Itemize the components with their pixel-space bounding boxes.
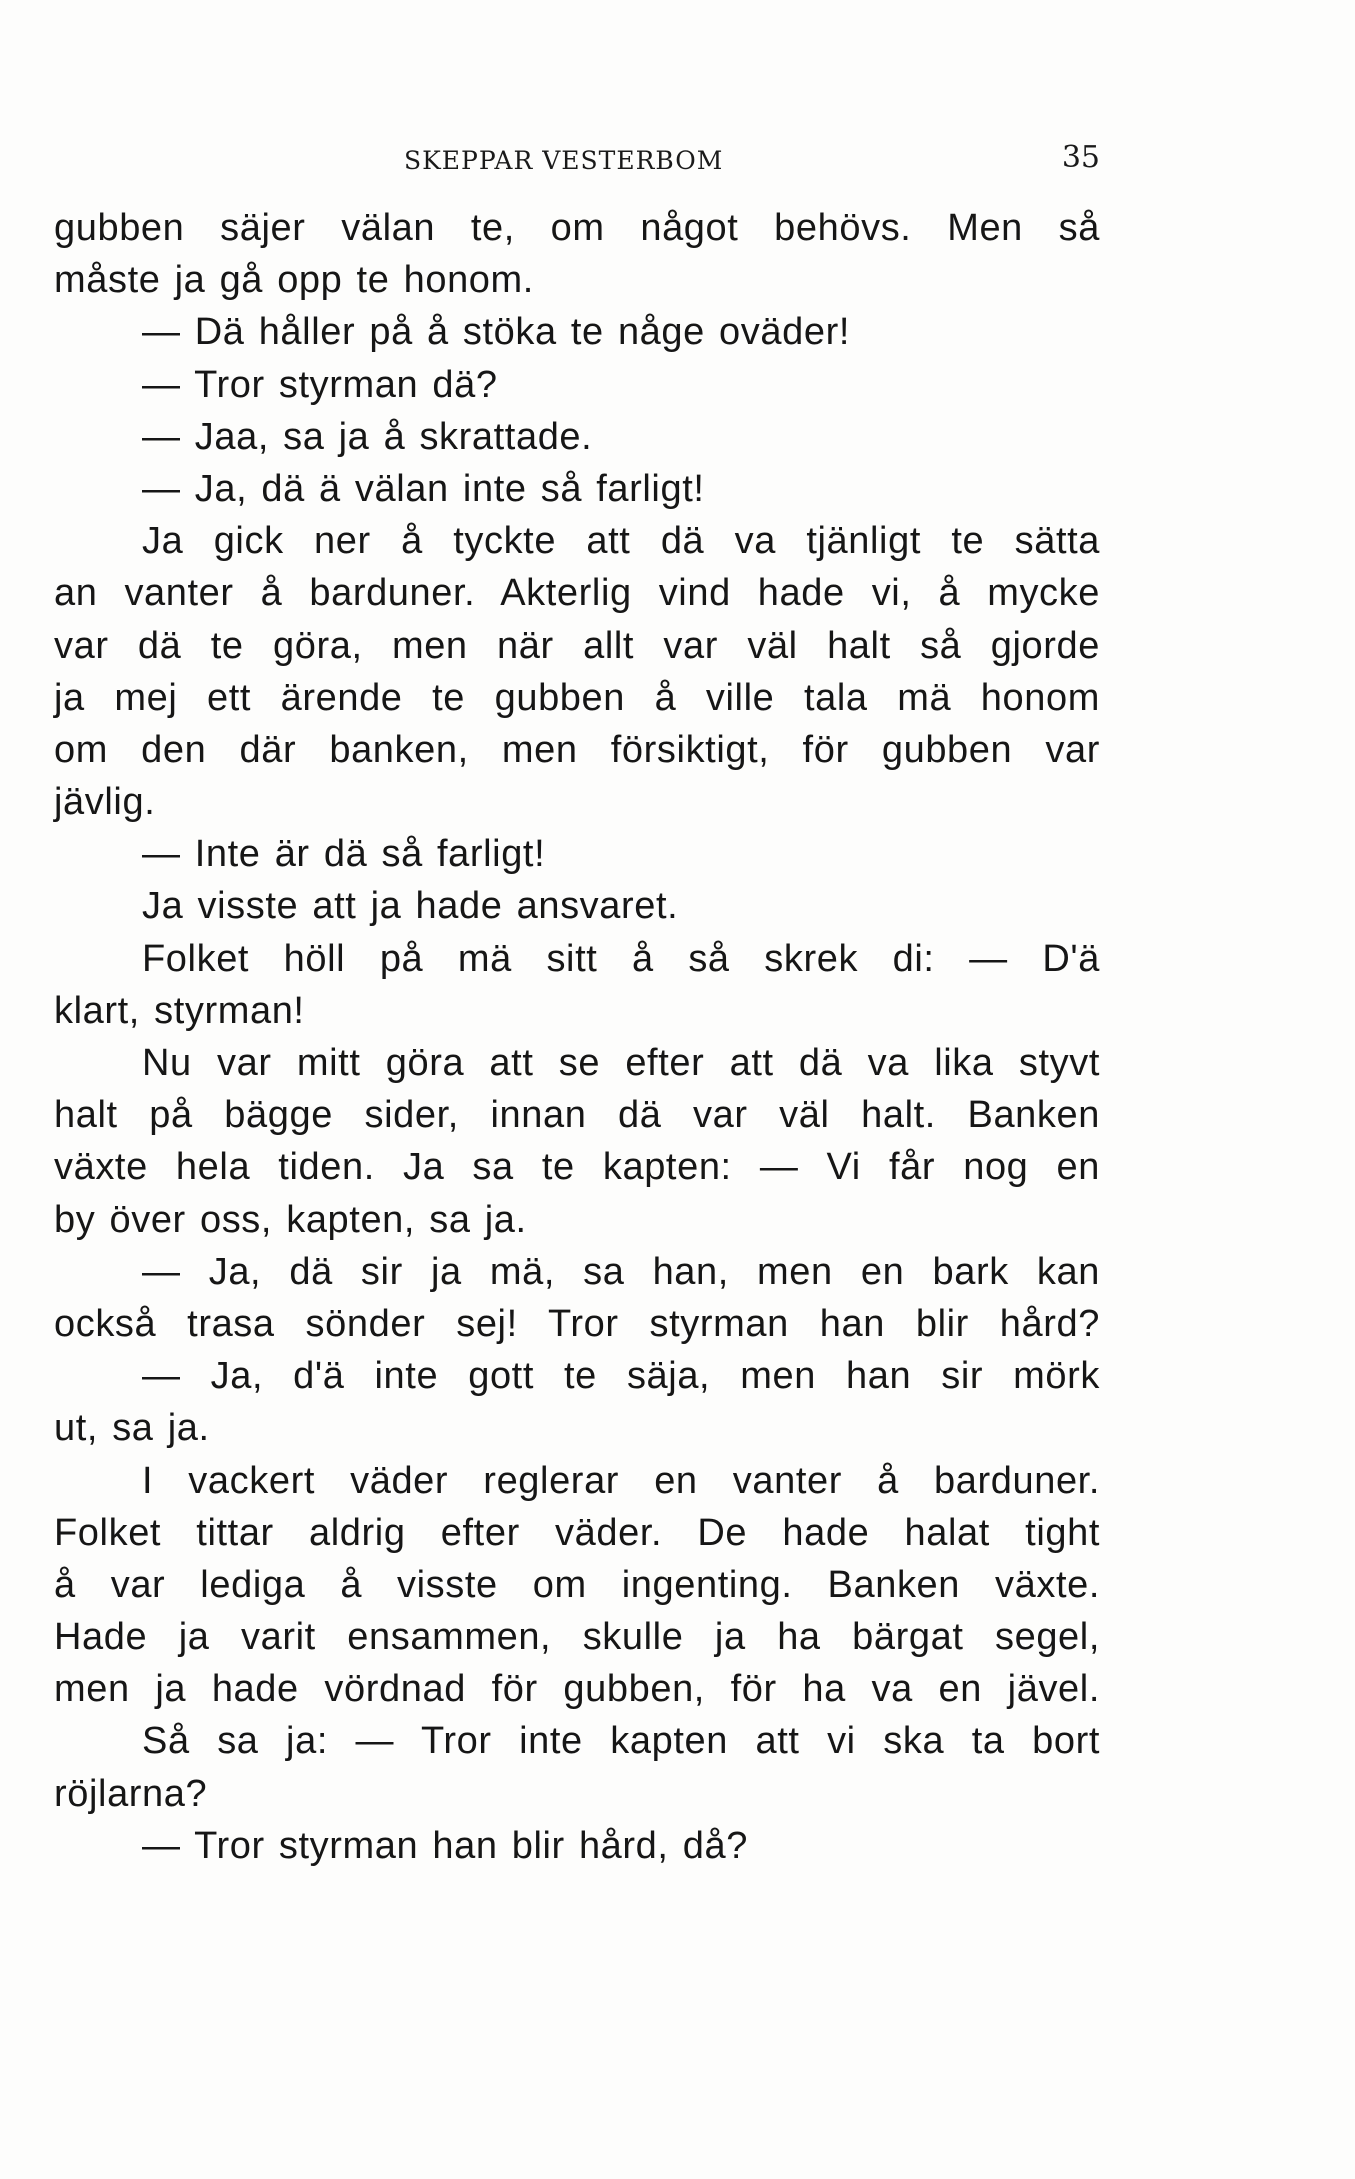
text-line: — Ja, dä ä välan inte så farligt! [142, 467, 705, 510]
text-line: klart, styrman! [54, 989, 305, 1032]
text-line: å var lediga å visste om ingenting. Banken växte. [54, 1563, 1100, 1606]
text-line: Ja gick ner å tyckte att dä va tjänligt te sätta [142, 520, 1100, 563]
text-line: — Tror styrman han blir hård, då? [142, 1824, 748, 1867]
text-line: ja mej ett ärende te gubben å ville tala mä honom [54, 676, 1100, 719]
text-line: — Tror styrman dä? [142, 363, 498, 406]
text-line: Nu var mitt göra att se efter att dä va lika styvt [142, 1042, 1100, 1084]
text-line: Folket höll på mä sitt å så skrek di: — D'ä [142, 937, 1100, 980]
running-header [54, 138, 1100, 178]
text-line: — Jaa, sa ja å skrattade. [142, 415, 593, 458]
page-number: 35 [1061, 140, 1100, 175]
text-line: jävlig. [54, 781, 156, 824]
text-line: måste ja gå opp te honom. [54, 259, 534, 302]
text-line: — Inte är dä så farligt! [142, 833, 546, 876]
text-line: om den där banken, men försiktigt, för gubben var [54, 728, 1100, 771]
body-text [54, 202, 1100, 1872]
text-line: Så sa ja: — Tror inte kapten att vi ska ta bort [142, 1720, 1100, 1763]
text-line: röjlarna? [54, 1772, 208, 1815]
text-line: växte hela tiden. Ja sa te kapten: — Vi får nog en [54, 1146, 1100, 1189]
text-line: gubben säjer välan te, om något behövs. Men så [54, 207, 1100, 249]
text-line: — Ja, d'ä inte gott te säja, men han sir mörk [142, 1355, 1100, 1398]
text-line: I vackert väder reglerar en vanter å barduner. [142, 1459, 1100, 1502]
text-line: Hade ja varit ensammen, skulle ja ha bärgat segel, [54, 1616, 1100, 1659]
text-line: by över oss, kapten, sa ja. [54, 1198, 527, 1241]
text-line: men ja hade vördnad för gubben, för ha va en jävel. [54, 1668, 1100, 1711]
running-title: SKEPPAR VESTERBOM [404, 146, 724, 175]
text-line: — Ja, dä sir ja mä, sa han, men en bark kan [142, 1250, 1100, 1293]
text-line: halt på bägge sider, innan dä var väl halt. Banken [54, 1094, 1100, 1137]
text-line: också trasa sönder sej! Tror styrman han blir hård? [54, 1302, 1100, 1345]
text-line: var dä te göra, men när allt var väl halt så gjorde [54, 624, 1100, 667]
text-line: an vanter å barduner. Akterlig vind hade vi, å mycke [54, 572, 1100, 615]
text-line: ut, sa ja. [54, 1407, 210, 1450]
text-line: — Dä håller på å stöka te någe oväder! [142, 311, 850, 354]
text-line: Folket tittar aldrig efter väder. De hade halat tight [54, 1511, 1100, 1554]
text-line: Ja visste att ja hade ansvaret. [142, 885, 679, 928]
